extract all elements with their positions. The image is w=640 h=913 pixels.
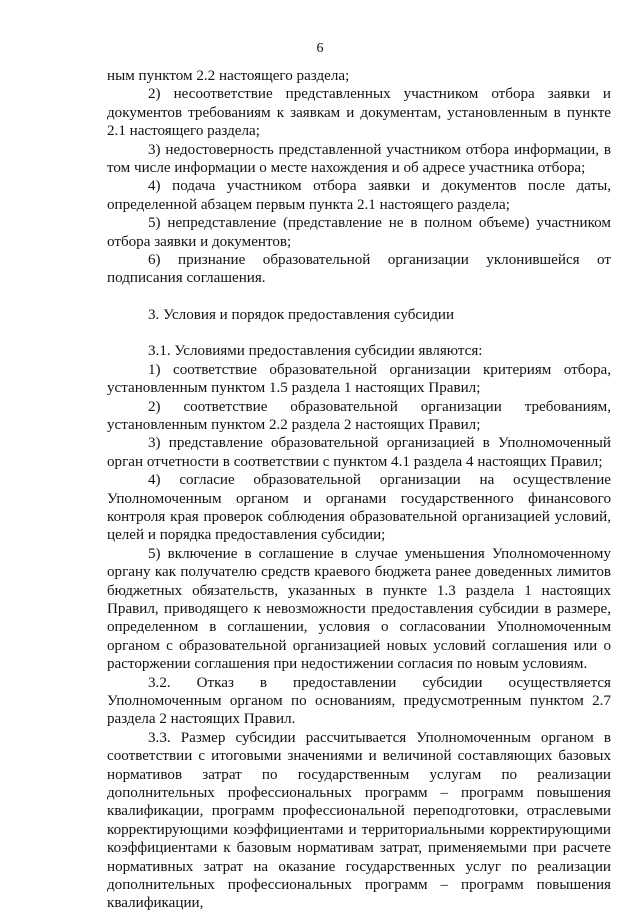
list-item-5: 5) непредставление (представление не в полном объеме) участником отбора заявки и документов; <box>107 215 611 250</box>
spacer <box>107 324 611 342</box>
list-item-3: 3) недостоверность представленной участником отбора информации, в том числе информации о месте нахождения и об адресе участника отбора; <box>107 141 611 177</box>
page-number: 6 <box>316 41 324 56</box>
list-item-2: 2) несоответствие представленных участником отбора заявки и документов требованиям к заявкам и документам, установленным в пункте 2.1 настоящего раздела; <box>107 86 611 140</box>
list-item-4: 4) подача участником отбора заявки и документов после даты, определенной абзацем первым пункта 2.1 настоящего раздела; <box>107 178 611 213</box>
clause-3-3: 3.3. Размер субсидии рассчитывается Уполномоченным органом в соответствии с итоговыми значениями и величиной составляющих базовых нормативов затрат по государственным услугам по реализации дополнительных профессиональных программ – программ повышения квалификации, программ профессиональной переподготовки, отраслевыми корректирующими коэффициентами и территориальными корректирующими коэффициентами к базовым нормативам затрат, применяемыми при расчете нормативных затрат на оказание государственных услуг по реализации дополнительных профессиональных программ – программ повышения квалификации, <box>107 729 611 912</box>
paragraph-continuation: ным пунктом 2.2 настоящего раздела; <box>107 68 350 84</box>
condition-5: 5) включение в соглашение в случае уменьшения Уполномоченному органу как получателю средств краевого бюджета ранее доведенных лимитов бюджетных обязательств, указанных в пункте 1.3 раздела 1 настоящих Правил, приводящего к невозможности предоставления субсидии в размере, определенном в соглашении, условия о согласовании Уполномоченным органом с образовательной организацией новых условий соглашения или о расторжении соглашения при недостижении согласия по новым условиям. <box>107 545 611 673</box>
spacer <box>107 288 611 306</box>
clause-3-2: 3.2. Отказ в предоставлении субсидии осуществляется Уполномоченным органом по основаниям, предусмотренным пунктом 2.7 раздела 2 настоящих Правил. <box>107 674 611 728</box>
condition-3: 3) представление образовательной организацией в Уполномоченный орган отчетности в соответствии с пунктом 4.1 раздела 4 настоящих Правил; <box>107 435 611 470</box>
list-item-6: 6) признание образовательной организации уклонившейся от подписания соглашения. <box>107 252 611 287</box>
document-body <box>107 67 611 913</box>
clause-3-1: 3.1. Условиями предоставления субсидии являются: <box>148 343 483 360</box>
condition-2: 2) соответствие образовательной организации требованиям, установленным пунктом 2.2 раздела 2 настоящих Правил; <box>107 398 611 433</box>
condition-1: 1) соответствие образовательной организации критериям отбора, установленным пунктом 1.5 раздела 1 настоящих Правил; <box>107 361 611 397</box>
condition-4: 4) согласие образовательной организации на осуществление Уполномоченным органом и органами государственного финансового контроля края проверок соблюдения образовательной организацией условий, целей и порядка предоставления субсидии; <box>107 472 611 544</box>
section-heading: 3. Условия и порядок предоставления субсидии <box>148 306 455 323</box>
